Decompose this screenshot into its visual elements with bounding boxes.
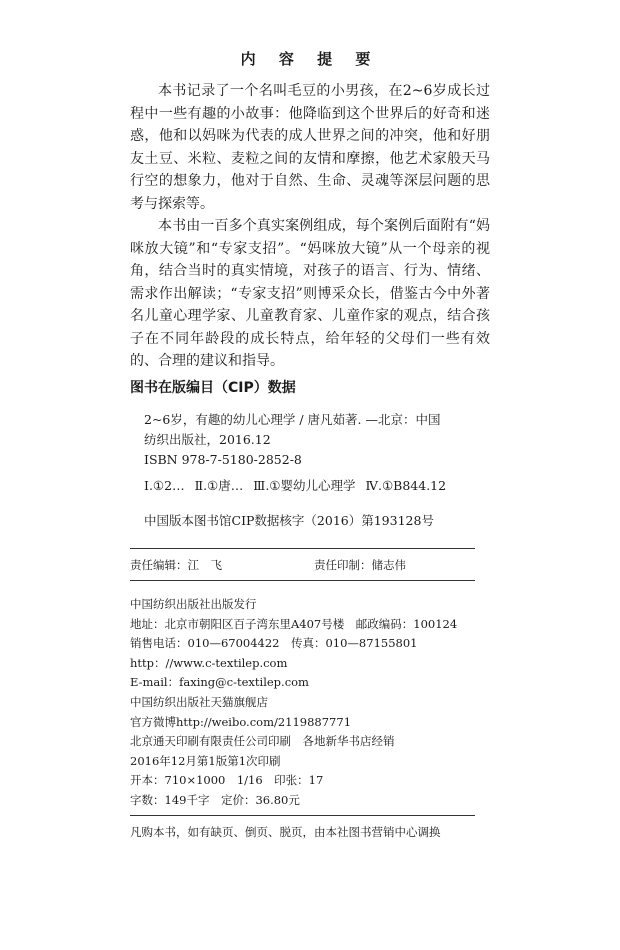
summary-paragraph-2: 本书由一百多个真实案例组成，每个案例后面附有“妈咪放大镜”和“专家支招”。“妈咪放大镜”从一个母亲的视角，结合当时的真实情境，对孩子的语言、行为、情绪、需求作出解读；“专家支招”则博采众长，借鉴古今中外著名儿童心理学家、儿童教育家、儿童作家的观点，结合孩子在不同年龄段的成长特点，给年轻的父母们一些有效的、合理的建议和指导。	[130, 218, 490, 369]
divider	[130, 548, 475, 549]
summary-body	[130, 80, 490, 373]
exchange-notice: 凡购本书，如有缺页、倒页、脱页，由本社图书营销中心调换	[130, 825, 441, 839]
credits	[130, 557, 475, 573]
responsible-editor: 责任编辑：江 飞	[130, 558, 222, 572]
phone-line: 销售电话：010—67004422 传真：010—87155801	[130, 636, 418, 651]
classification-item: Ⅲ.①婴幼儿心理学	[253, 478, 356, 493]
cip-line-isbn: ISBN 978-7-5180-2852-8	[144, 452, 302, 467]
classification-item: Ⅳ.①B844.12	[365, 478, 447, 493]
format-line: 开本：710×1000 1/16 印张：17	[130, 773, 324, 788]
price-line: 字数：149千字 定价：36.80元	[130, 792, 300, 807]
summary-title: 内 容 提 要	[240, 50, 380, 68]
classification-item: Ⅱ.①唐…	[194, 478, 244, 493]
publisher-info	[130, 595, 475, 811]
printer-line: 北京通天印刷有限责任公司印刷 各地新华书店经销	[130, 734, 395, 749]
classification-item: Ⅰ.①2…	[144, 478, 185, 493]
summary-paragraph-1: 本书记录了一个名叫毛豆的小男孩，在2~6岁成长过程中一些有趣的小故事：他降临到这个世界后的好奇和迷惑，他和以妈咪为代表的成人世界之间的冲突，他和好朋友土豆、米粒、麦粒之间的友情和摩擦，他艺术家般天马行空的想象力，他对于自然、生命、灵魂等深层问题的思考与探索等。	[130, 83, 490, 212]
cip-heading: 图书在版编目（CIP）数据	[130, 380, 296, 396]
website-line: http：//www.c-textilep.com	[130, 655, 288, 670]
divider	[130, 815, 475, 816]
email-line: E-mail：faxing@c-textilep.com	[130, 675, 309, 690]
weibo-line: 官方微博http://weibo.com/2119887771	[130, 714, 352, 729]
publisher-line: 中国纺织出版社出版发行	[130, 597, 257, 611]
cip-line-publisher: 纺织出版社，2016.12	[144, 432, 271, 447]
tmall-store-line: 中国纺织出版社天猫旗舰店	[130, 694, 268, 709]
cip-line-title: 2~6岁，有趣的幼儿心理学 / 唐凡茹著. —北京：中国	[144, 412, 441, 427]
edition-line: 2016年12月第1版第1次印刷	[130, 753, 281, 768]
divider	[130, 580, 475, 581]
cip-record	[144, 410, 484, 470]
cip-classification	[144, 476, 456, 494]
cip-number: 中国版本图书馆CIP数据核字（2016）第193128号	[144, 513, 434, 528]
print-supervisor: 责任印制：储志伟	[314, 558, 406, 572]
address-line: 地址：北京市朝阳区百子湾东里A407号楼 邮政编码：100124	[130, 616, 458, 631]
